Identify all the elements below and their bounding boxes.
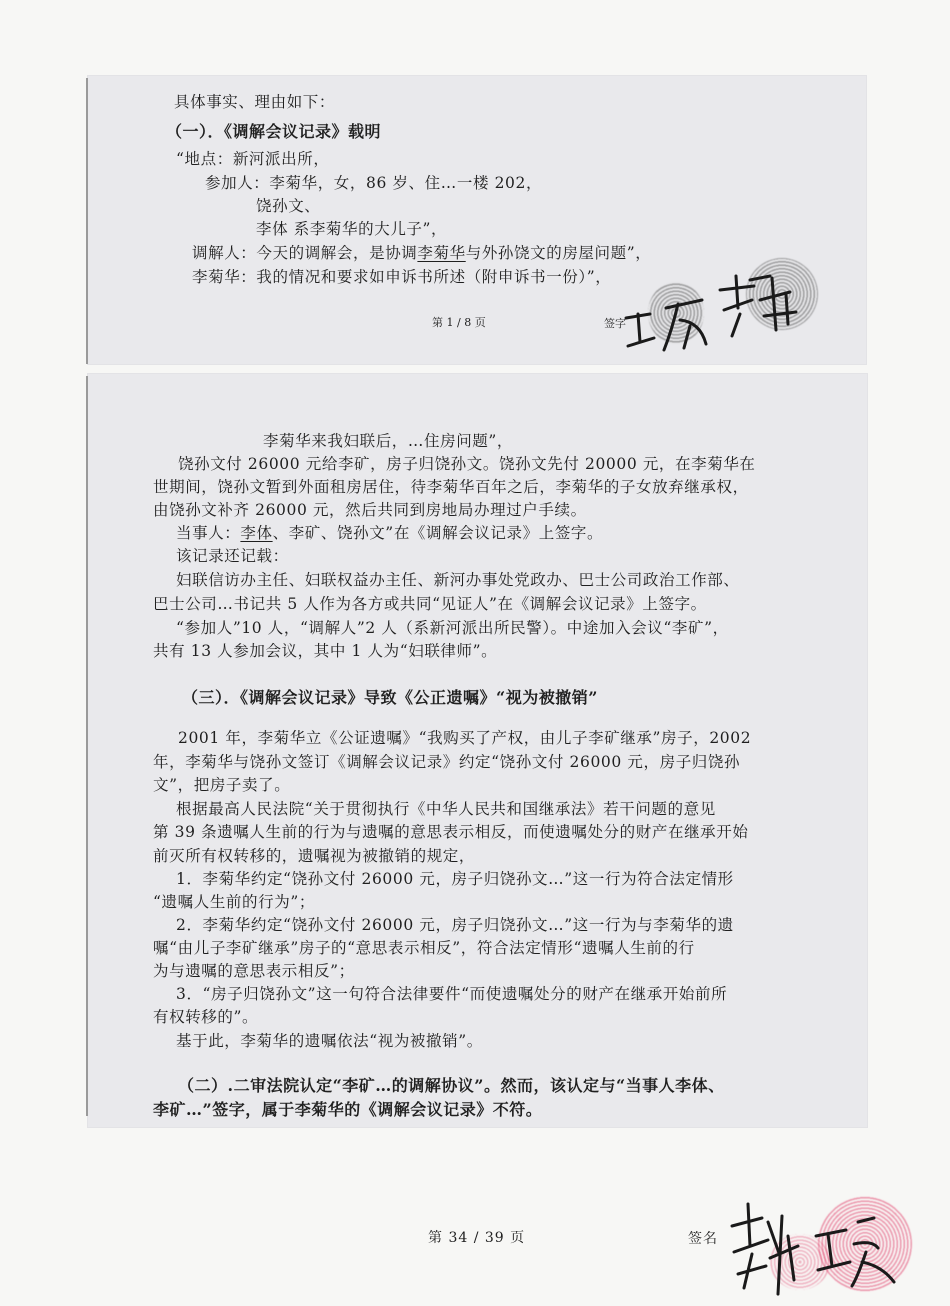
record-also-line: 该记录还记载： [176,547,289,565]
clip-1-page-number: 第 1 / 8 页 [432,316,486,329]
para-1-line-2: 饶孙文付 26000 元给李矿，房子归饶孙文。饶孙文先付 20000 元，在李菊华在 [178,455,756,473]
facts-intro: 具体事实、理由如下： [174,93,336,111]
clip-1-edge [86,78,88,364]
sign-label: 签名 [688,1231,718,1247]
parties-line [176,523,603,543]
clip-1-sign-label: 签字 [604,317,626,330]
point-2-line-1: 2．李菊华约定“饶孙文付 26000 元，房子归饶孙文…”这一行为与李菊华的遗 [176,916,734,934]
point-1-line-1: 1．李菊华约定“饶孙文付 26000 元，房子归饶孙文…”这一行为符合法定情形 [176,870,734,888]
handwritten-signature-2 [722,1196,902,1300]
clip-2-edge [86,376,88,1116]
point-3-line-1: 3．“房子归饶孙文”这一句符合法律要件“而使遗嘱处分的财产在继承开始前所 [176,985,728,1003]
attendees-line-1: “参加人”10 人，“调解人”2 人（系新河派出所民警）。中途加入会议“李矿”， [176,619,729,637]
law-para-line-2: 第 39 条遗嘱人生前的行为与遗嘱的意思表示相反，而使遗嘱处分的财产在继承开始 [153,823,749,841]
participant-rao: 饶孙文、 [256,197,321,215]
section-heading-3: （三）．《调解会议记录》导致《公正遗嘱》“视为被撤销” [182,688,598,707]
point-3-line-2: 有权转移的”。 [153,1008,259,1026]
location-line: “地点：新河派出所， [176,150,330,168]
page-number: 第 34 / 39 页 [428,1230,526,1246]
mediator-text-a: 调解人：今天的调解会，是协调 [192,244,418,262]
handwritten-signature-1 [620,270,840,360]
parties-text-b: 、李矿、饶孙文”在《调解会议记录》上签字。 [272,524,604,542]
attendees-line-2: 共有 13 人参加会议，其中 1 人为“妇联律师”。 [153,642,498,660]
participant-liti: 李体 系李菊华的大儿子”， [256,220,448,238]
parties-underlined-name: 李体 [240,524,273,542]
witnesses-line-1: 妇联信访办主任、妇联权益办主任、新河办事处党政办、巴士公司政治工作部、 [176,571,740,589]
point-2-line-2: 嘱“由儿子李矿继承”房子的“意思表示相反”，符合法定情形“遗嘱人生前的行 [153,939,695,957]
point-1-line-2: “遗嘱人生前的行为”； [153,893,315,911]
section-heading-1: （一）．《调解会议记录》载明 [166,122,382,141]
para-1-line-1: 李菊华来我妇联后，…住房问题”， [263,432,514,450]
will-para-line-3: 文”，把房子卖了。 [153,776,291,794]
section-heading-2-line-2: 李矿…”签字，属于李菊华的《调解会议记录》不符。 [153,1100,543,1119]
law-para-line-1: 根据最高人民法院“关于贯彻执行《中华人民共和国继承法》若干问题的意见 [176,800,716,818]
participants-line: 参加人：李菊华，女，86 岁、住…一楼 202， [205,174,543,192]
mediator-text-b: 与外孙饶文的房屋问题”， [465,244,652,262]
mediator-underlined-name: 李菊华 [417,244,466,262]
parties-text-a: 当事人： [176,524,241,542]
section-heading-2-line-1: （二）.二审法院认定“李矿…的调解协议”。然而，该认定与“当事人李体、 [178,1076,725,1095]
conclusion-line: 基于此，李菊华的遗嘱依法“视为被撤销”。 [176,1032,483,1050]
mediator-line [192,243,651,263]
law-para-line-3: 前灭所有权转移的，遗嘱视为被撤销的规定， [153,847,476,865]
will-para-line-1: 2001 年，李菊华立《公证遗嘱》“我购买了产权，由儿子李矿继承”房子，2002 [178,729,752,747]
point-2-line-3: 为与遗嘱的意思表示相反”； [153,962,355,980]
will-para-line-2: 年，李菊华与饶孙文签订《调解会议记录》约定“饶孙文付 26000 元，房子归饶孙 [153,753,741,771]
lijuhua-statement: 李菊华：我的情况和要求如申诉书所述（附申诉书一份）”， [192,268,612,286]
para-1-line-3: 世期间，饶孙文暂到外面租房居住，待李菊华百年之后，李菊华的子女放弃继承权， [153,478,749,496]
para-1-line-4: 由饶孙文补齐 26000 元，然后共同到房地局办理过户手续。 [153,501,587,519]
witnesses-line-2: 巴士公司…书记共 5 人作为各方或共同“见证人”在《调解会议记录》上签字。 [153,595,707,613]
